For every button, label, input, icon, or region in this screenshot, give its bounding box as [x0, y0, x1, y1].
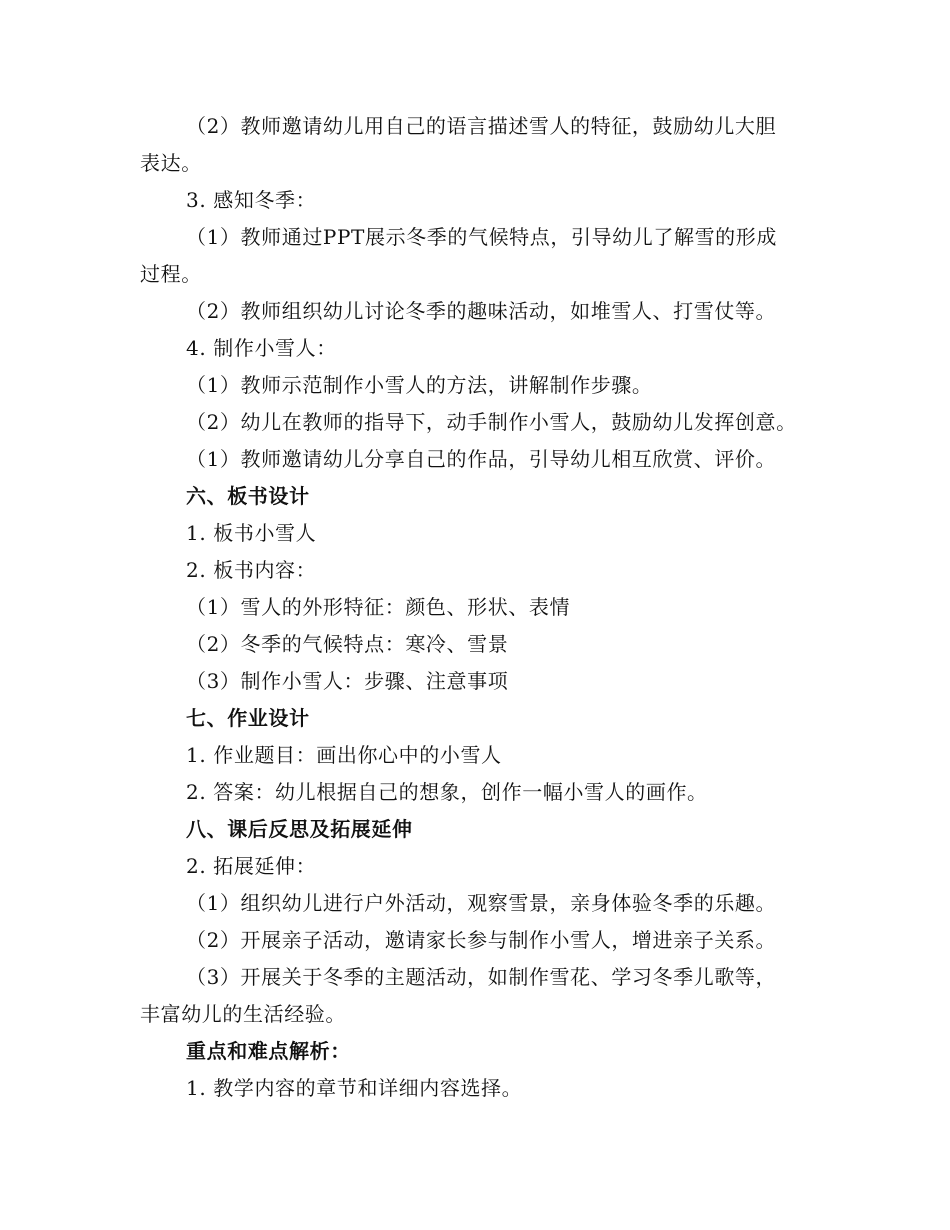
list-item: 1. 板书小雪人 [186, 521, 317, 545]
list-item: 2. 板书内容： [186, 558, 317, 582]
list-item: （1）教师邀请幼儿分享自己的作品，引导幼儿相互欣赏、评价。 [186, 447, 777, 471]
list-item: （2）冬季的气候特点：寒冷、雪景 [186, 632, 509, 656]
list-item: （1）教师示范制作小雪人的方法，讲解制作步骤。 [186, 373, 653, 397]
paragraph-line: （1）教师通过PPT展示冬季的气候特点，引导幼儿了解雪的形成 [186, 225, 777, 249]
list-item: （2）教师组织幼儿讨论冬季的趣味活动，如堆雪人、打雪仗等。 [186, 299, 777, 323]
list-item: 2. 答案：幼儿根据自己的想象，创作一幅小雪人的画作。 [186, 780, 708, 804]
section-heading: 七、作业设计 [186, 706, 310, 730]
list-item: 2. 拓展延伸： [186, 854, 317, 878]
paragraph-line: （2）教师邀请幼儿用自己的语言描述雪人的特征，鼓励幼儿大胆 [186, 114, 777, 138]
paragraph-line: 表达。 [140, 151, 202, 175]
paragraph-line: 丰富幼儿的生活经验。 [140, 1002, 346, 1026]
section-heading: 六、板书设计 [186, 484, 310, 508]
list-item: 4. 制作小雪人： [186, 336, 337, 360]
list-item: 3. 感知冬季： [186, 188, 317, 212]
list-item: （2）幼儿在教师的指导下，动手制作小雪人，鼓励幼儿发挥创意。 [186, 410, 797, 434]
section-heading: 重点和难点解析： [186, 1039, 351, 1063]
paragraph-line: （3）开展关于冬季的主题活动，如制作雪花、学习冬季儿歌等， [186, 965, 777, 989]
list-item: （3）制作小雪人：步骤、注意事项 [186, 669, 509, 693]
list-item: （1）组织幼儿进行户外活动，观察雪景，亲身体验冬季的乐趣。 [186, 891, 777, 915]
list-item: （1）雪人的外形特征：颜色、形状、表情 [186, 595, 571, 619]
section-heading: 八、课后反思及拓展延伸 [186, 817, 413, 841]
paragraph-line: 过程。 [140, 262, 202, 286]
list-item: 1. 教学内容的章节和详细内容选择。 [186, 1076, 523, 1100]
list-item: （2）开展亲子活动，邀请家长参与制作小雪人，增进亲子关系。 [186, 928, 777, 952]
list-item: 1. 作业题目：画出你心中的小雪人 [186, 743, 502, 767]
